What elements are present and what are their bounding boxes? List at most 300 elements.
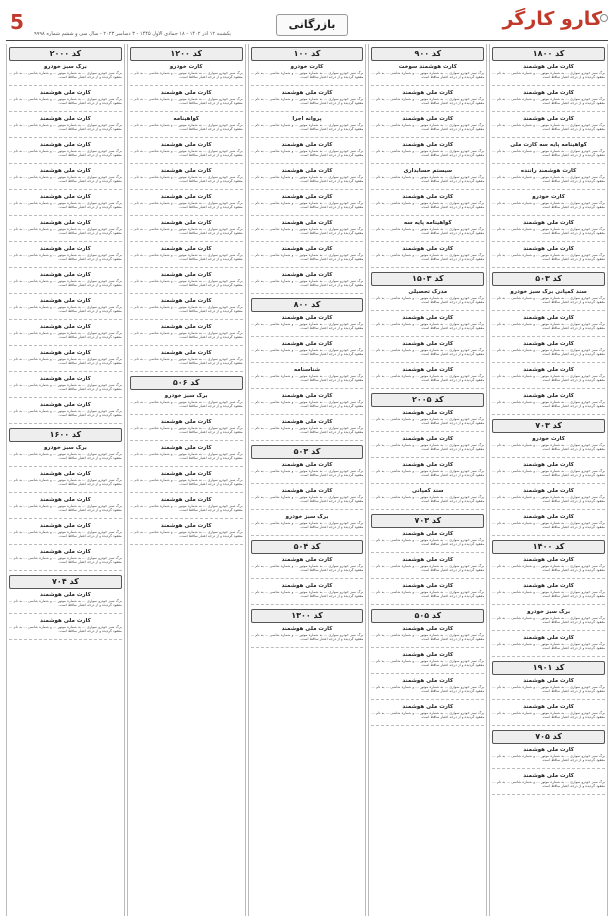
notice-body: برگ سبز خودرو سواری ... به شماره موتور ... و شماره شاسی ... به نام ... مفقود گردیده و از درجه اعتبار ساقط است. xyxy=(492,253,605,262)
notice-title: کارت ملی هوشمند xyxy=(523,462,574,468)
column xyxy=(368,44,487,916)
notice-separator xyxy=(130,518,243,519)
notice-body: برگ سبز خودرو سواری ... به شماره موتور ... و شماره شاسی ... به نام ... مفقود گردیده و از درجه اعتبار ساقط است. xyxy=(371,711,485,720)
notice-separator xyxy=(371,483,484,484)
notice-body: برگ سبز خودرو سواری ... به شماره موتور ... و شماره شاسی ... به نام ... مفقود گردیده و از درجه اعتبار ساقط است. xyxy=(129,97,243,106)
notice-separator xyxy=(492,768,605,769)
notice-separator xyxy=(251,85,364,86)
notice-title: کارت ملی هوشمند xyxy=(402,462,454,468)
notice-item xyxy=(130,324,243,346)
notice-separator xyxy=(492,794,605,795)
notice-separator xyxy=(9,241,122,242)
notice-title: کارت ملی هوشمند xyxy=(402,194,454,200)
notice-item xyxy=(371,246,484,268)
notice-title: کارت ملی هوشمند xyxy=(523,246,574,252)
notice-item xyxy=(130,497,243,519)
notice-body: برگ سبز خودرو سواری ... به شماره موتور ... و شماره شاسی ... به نام ... مفقود گردیده و از درجه اعتبار ساقط است. xyxy=(129,253,243,262)
notice-item xyxy=(9,246,122,268)
notice-title: کارت ملی هوشمند xyxy=(40,549,91,555)
notice-item xyxy=(9,618,122,640)
notice-separator xyxy=(492,630,605,631)
notice-title: کارت ملی هوشمند xyxy=(402,652,454,658)
notice-separator xyxy=(371,85,484,86)
notice-body: برگ سبز خودرو سواری ... به شماره موتور ... و شماره شاسی ... به نام ... مفقود گردیده و از درجه اعتبار ساقط است. xyxy=(371,71,485,80)
notice-item xyxy=(371,583,484,605)
notice-body: برگ سبز خودرو سواری ... به شماره موتور ... و شماره شاسی ... به نام ... مفقود گردیده و از درجه اعتبار ساقط است. xyxy=(492,443,605,452)
notice-title: کارت ملی هوشمند xyxy=(281,341,333,347)
notice-item xyxy=(9,194,122,216)
notice-separator xyxy=(130,85,243,86)
notice-item xyxy=(492,194,605,216)
notice-item xyxy=(251,272,364,294)
notice-item xyxy=(371,652,484,674)
code-header: کد ۹۰۰ xyxy=(371,47,484,61)
notice-body: برگ سبز خودرو سواری ... به شماره موتور ... و شماره شاسی ... به نام ... مفقود گردیده و از درجه اعتبار ساقط است. xyxy=(371,175,485,184)
notice-separator xyxy=(492,310,605,311)
dateline: یکشنبه ۱۲ آذر ۱۴۰۲ - ۱۸ جمادی الاول ۱۴۴۵ - ۳ دسامبر ۲۰۲۳ - سال سی و ششم شماره ۹۹۹۸ xyxy=(34,31,231,37)
notice-item xyxy=(492,773,605,795)
notice-title: مدرک تحصیلی xyxy=(408,289,448,295)
notice-item xyxy=(492,514,605,536)
notice-item xyxy=(9,298,122,320)
notice-separator xyxy=(130,137,243,138)
notice-title: کارت ملی هوشمند xyxy=(402,246,454,252)
notice-body: برگ سبز خودرو سواری ... به شماره موتور ... و شماره شاسی ... به نام ... مفقود گردیده و از درجه اعتبار ساقط است. xyxy=(492,201,605,210)
notice-title: کارت خودرو xyxy=(532,194,565,200)
notice-body: برگ سبز خودرو سواری ... به شماره موتور ... و شماره شاسی ... به نام ... مفقود گردیده و از درجه اعتبار ساقط است. xyxy=(371,123,485,132)
notice-body: برگ سبز خودرو سواری ... به شماره موتور ... و شماره شاسی ... به نام ... مفقود گردیده و از درجه اعتبار ساقط است. xyxy=(492,227,605,236)
notice-title: کارت ملی هوشمند xyxy=(40,350,91,356)
notice-body: برگ سبز خودرو سواری ... به شماره موتور ... و شماره شاسی ... به نام ... مفقود گردیده و از درجه اعتبار ساقط است. xyxy=(129,478,243,487)
notice-body: برگ سبز خودرو سواری ... به شماره موتور ... و شماره شاسی ... به نام ... مفقود گردیده و از درجه اعتبار ساقط است. xyxy=(129,227,243,236)
notice-title: کارت ملی هوشمند xyxy=(160,523,212,529)
notice-body: برگ سبز خودرو سواری ... به شماره موتور ... و شماره شاسی ... به نام ... مفقود گردیده و از درجه اعتبار ساقط است. xyxy=(371,374,485,383)
notice-item xyxy=(492,557,605,579)
notice-separator xyxy=(371,241,484,242)
notice-body: برگ سبز خودرو سواری ... به شماره موتور ... و شماره شاسی ... به نام ... مفقود گردیده و از درجه اعتبار ساقط است. xyxy=(492,400,605,409)
notice-body: برگ سبز خودرو سواری ... به شماره موتور ... و شماره شاسی ... به نام ... مفقود گردیده و از درجه اعتبار ساقط است. xyxy=(9,253,122,262)
notice-item xyxy=(371,410,484,432)
notice-title: کارت ملی هوشمند xyxy=(160,298,212,304)
notice-item xyxy=(9,272,122,294)
notice-separator xyxy=(251,647,364,648)
notice-item xyxy=(492,64,605,86)
notice-title: کارت ملی هوشمند xyxy=(40,402,91,408)
notice-title: کارت ملی هوشمند xyxy=(160,90,212,96)
code-header: کد ۸۰۰ xyxy=(251,298,364,312)
notice-separator xyxy=(9,215,122,216)
notice-separator xyxy=(371,336,484,337)
notice-title: کارت ملی هوشمند xyxy=(523,488,574,494)
notice-title: کارت ملی هوشمند xyxy=(40,298,91,304)
notice-item xyxy=(371,341,484,363)
notice-separator xyxy=(492,725,605,726)
notice-body: برگ سبز خودرو سواری ... به شماره موتور ... و شماره شاسی ... به نام ... مفقود گردیده و از درجه اعتبار ساقط است. xyxy=(250,633,364,642)
notice-separator xyxy=(251,483,364,484)
notice-item xyxy=(371,289,484,311)
notice-body: برگ سبز خودرو سواری ... به شماره موتور ... و شماره شاسی ... به نام ... مفقود گردیده و از درجه اعتبار ساقط است. xyxy=(371,253,485,262)
notice-body: برگ سبز خودرو سواری ... به شماره موتور ... و شماره شاسی ... به نام ... مفقود گردیده و از درجه اعتبار ساقط است. xyxy=(250,348,364,357)
notice-title: کارت ملی هوشمند xyxy=(281,194,333,200)
notice-item xyxy=(492,116,605,138)
notice-title: سند کمپانی xyxy=(412,488,444,494)
notice-body: برگ سبز خودرو سواری ... به شماره موتور ... و شماره شاسی ... به نام ... مفقود گردیده و از درجه اعتبار ساقط است. xyxy=(9,504,122,513)
notice-item xyxy=(492,436,605,458)
code-header: کد ۵۰۳ xyxy=(251,445,364,459)
notice-separator xyxy=(9,137,122,138)
notice-title: کارت ملی هوشمند xyxy=(402,557,454,563)
notice-body: برگ سبز خودرو سواری ... به شماره موتور ... و شماره شاسی ... به نام ... مفقود گردیده و از درجه اعتبار ساقط است. xyxy=(129,71,243,80)
notice-item xyxy=(251,315,364,337)
notice-item xyxy=(371,436,484,458)
notice-body: برگ سبز خودرو سواری ... به شماره موتور ... و شماره شاسی ... به نام ... مفقود گردیده و از درجه اعتبار ساقط است. xyxy=(250,590,364,599)
notice-separator xyxy=(251,388,364,389)
notice-title: کارت ملی هوشمند xyxy=(523,678,574,684)
notice-body: برگ سبز خودرو سواری ... به شماره موتور ... و شماره شاسی ... به نام ... مفقود گردیده و از درجه اعتبار ساقط است. xyxy=(129,504,243,513)
code-header: کد ۱۹۰۱ xyxy=(492,661,605,675)
notice-title: کارت ملی هوشمند xyxy=(523,341,574,347)
code-header: کد ۲۰۰۵ xyxy=(371,393,484,407)
notice-body: برگ سبز خودرو سواری ... به شماره موتور ... و شماره شاسی ... به نام ... مفقود گردیده و از درجه اعتبار ساقط است. xyxy=(492,780,605,789)
notice-separator xyxy=(492,699,605,700)
notice-item xyxy=(371,557,484,579)
notice-body: برگ سبز خودرو سواری ... به شماره موتور ... و شماره شاسی ... به نام ... مفقود گردیده و از درجه اعتبار ساقط است. xyxy=(371,443,485,452)
notice-separator xyxy=(9,111,122,112)
notice-item xyxy=(9,445,122,467)
notice-title: کارت ملی هوشمند xyxy=(402,142,454,148)
notice-title: کارت ملی هوشمند xyxy=(402,315,454,321)
notice-title: کارت ملی هوشمند xyxy=(40,592,91,598)
notice-item xyxy=(492,609,605,631)
notice-separator xyxy=(251,111,364,112)
notice-title: کارت ملی هوشمند xyxy=(523,747,574,753)
notice-title: کارت ملی هوشمند xyxy=(523,704,574,710)
notice-body: برگ سبز خودرو سواری ... به شماره موتور ... و شماره شاسی ... به نام ... مفقود گردیده و از درجه اعتبار ساقط است. xyxy=(371,149,485,158)
notice-separator xyxy=(9,293,122,294)
notice-item xyxy=(9,523,122,545)
notice-separator xyxy=(371,310,484,311)
code-header: کد ۱۳۰۰ xyxy=(251,609,364,623)
notice-body: برگ سبز خودرو سواری ... به شماره موتور ... و شماره شاسی ... به نام ... مفقود گردیده و از درجه اعتبار ساقط است. xyxy=(492,642,605,651)
code-header: کد ۵۰۶ xyxy=(130,376,243,390)
code-header: کد ۷۰۳ xyxy=(371,514,484,528)
notice-item xyxy=(492,488,605,510)
notice-item xyxy=(130,220,243,242)
notice-item xyxy=(9,471,122,493)
notice-body: برگ سبز خودرو سواری ... به شماره موتور ... و شماره شاسی ... به نام ... مفقود گردیده و از درجه اعتبار ساقط است. xyxy=(129,201,243,210)
notice-title: کارت ملی هوشمند xyxy=(40,142,91,148)
notice-title: کارت ملی هوشمند xyxy=(402,436,454,442)
notice-separator xyxy=(371,215,484,216)
notice-body: برگ سبز خودرو سواری ... به شماره موتور ... و شماره شاسی ... به نام ... مفقود گردیده و از درجه اعتبار ساقط است. xyxy=(250,495,364,504)
notice-item xyxy=(130,272,243,294)
notice-separator xyxy=(371,699,484,700)
notice-separator xyxy=(130,544,243,545)
notice-item xyxy=(9,549,122,571)
code-header: کد ۱۰۰ xyxy=(251,47,364,61)
notice-separator xyxy=(492,111,605,112)
notice-body: برگ سبز خودرو سواری ... به شماره موتور ... و شماره شاسی ... به نام ... مفقود گردیده و از درجه اعتبار ساقط است. xyxy=(9,201,122,210)
notice-item xyxy=(371,704,484,726)
notice-title: برگ سبز خودرو xyxy=(527,609,571,615)
notice-separator xyxy=(371,552,484,553)
notice-separator xyxy=(492,241,605,242)
notice-item xyxy=(492,90,605,112)
notice-item xyxy=(251,64,364,86)
notice-title: کارت ملی هوشمند xyxy=(40,90,91,96)
notice-separator xyxy=(371,137,484,138)
notice-body: برگ سبز خودرو سواری ... به شماره موتور ... و شماره شاسی ... به نام ... مفقود گردیده و از درجه اعتبار ساقط است. xyxy=(9,227,122,236)
column xyxy=(248,44,367,916)
notice-body: برگ سبز خودرو سواری ... به شماره موتور ... و شماره شاسی ... به نام ... مفقود گردیده و از درجه اعتبار ساقط است. xyxy=(492,296,605,305)
notice-item xyxy=(371,116,484,138)
notice-item xyxy=(371,194,484,216)
notice-item xyxy=(251,367,364,389)
notice-separator xyxy=(492,604,605,605)
notice-body: برگ سبز خودرو سواری ... به شماره موتور ... و شماره شاسی ... به نام ... مفقود گردیده و از درجه اعتبار ساقط است. xyxy=(9,149,122,158)
notice-separator xyxy=(251,414,364,415)
notice-separator xyxy=(9,570,122,571)
notice-body: برگ سبز خودرو سواری ... به شماره موتور ... و شماره شاسی ... به نام ... مفقود گردیده و از درجه اعتبار ساقط است. xyxy=(9,97,122,106)
notice-title: کارت ملی هوشمند xyxy=(523,514,574,520)
notice-separator xyxy=(492,163,605,164)
notice-body: برگ سبز خودرو سواری ... به شماره موتور ... و شماره شاسی ... به نام ... مفقود گردیده و از درجه اعتبار ساقط است. xyxy=(492,754,605,763)
notice-item xyxy=(251,220,364,242)
code-header: کد ۵۰۳ xyxy=(492,272,605,286)
notice-title: کارت ملی هوشمند xyxy=(160,194,212,200)
notice-title: کارت ملی هوشمند xyxy=(281,583,333,589)
notice-separator xyxy=(371,111,484,112)
notice-body: برگ سبز خودرو سواری ... به شماره موتور ... و شماره شاسی ... به نام ... مفقود گردیده و از درجه اعتبار ساقط است. xyxy=(129,305,243,314)
notice-separator xyxy=(130,466,243,467)
notice-body: برگ سبز خودرو سواری ... به شماره موتور ... و شماره شاسی ... به نام ... مفقود گردیده و از درجه اعتبار ساقط است. xyxy=(250,374,364,383)
notice-title: گواهینامه xyxy=(173,116,200,122)
notice-separator xyxy=(130,371,243,372)
notice-item xyxy=(371,315,484,337)
notice-title: کارت ملی هوشمند xyxy=(281,557,333,563)
notice-body: برگ سبز خودرو سواری ... به شماره موتور ... و شماره شاسی ... به نام ... مفقود گردیده و از درجه اعتبار ساقط است. xyxy=(492,564,605,573)
notice-body: برگ سبز خودرو سواری ... به شماره موتور ... و شماره شاسی ... به نام ... مفقود گردیده و از درجه اعتبار ساقط است. xyxy=(9,175,122,184)
notice-separator xyxy=(371,604,484,605)
notice-separator xyxy=(9,423,122,424)
notice-body: برگ سبز خودرو سواری ... به شماره موتور ... و شماره شاسی ... به نام ... مفقود گردیده و از درجه اعتبار ساقط است. xyxy=(9,530,122,539)
notice-separator xyxy=(492,336,605,337)
notice-title: پروانه اجرا xyxy=(292,116,322,122)
notice-item xyxy=(371,220,484,242)
section-title: بازرگانی xyxy=(276,14,348,36)
notice-title: کارت ملی هوشمند xyxy=(281,462,333,468)
notice-separator xyxy=(251,267,364,268)
notice-title: برگ سبز خودرو xyxy=(285,514,329,520)
notice-separator xyxy=(492,267,605,268)
notice-separator xyxy=(9,319,122,320)
notice-body: برگ سبز خودرو سواری ... به شماره موتور ... و شماره شاسی ... به نام ... مفقود گردیده و از درجه اعتبار ساقط است. xyxy=(250,400,364,409)
notice-body: برگ سبز خودرو سواری ... به شماره موتور ... و شماره شاسی ... به نام ... مفقود گردیده و از درجه اعتبار ساقط است. xyxy=(371,296,485,305)
notice-separator xyxy=(371,647,484,648)
notice-title: کارت ملی هوشمند xyxy=(523,393,574,399)
notice-item xyxy=(9,592,122,614)
notice-title: کارت ملی هوشمند xyxy=(40,471,91,477)
notice-separator xyxy=(9,163,122,164)
notice-title: کارت ملی هوشمند xyxy=(402,341,454,347)
notice-separator xyxy=(371,362,484,363)
notice-title: گواهینامه پایه سه کارت ملی xyxy=(510,142,587,148)
code-header: کد ۷۰۴ xyxy=(9,575,122,589)
column xyxy=(6,44,125,916)
notice-separator xyxy=(492,535,605,536)
notice-item xyxy=(371,531,484,553)
notice-title: کارت ملی هوشمند xyxy=(281,488,333,494)
notice-title: کارت ملی هوشمند xyxy=(160,350,212,356)
code-header: کد ۱۴۰۰ xyxy=(492,540,605,554)
notice-body: برگ سبز خودرو سواری ... به شماره موتور ... و شماره شاسی ... به نام ... مفقود گردیده و از درجه اعتبار ساقط است. xyxy=(492,123,605,132)
notice-body: برگ سبز خودرو سواری ... به شماره موتور ... و شماره شاسی ... به نام ... مفقود گردیده و از درجه اعتبار ساقط است. xyxy=(129,452,243,461)
notice-body: برگ سبز خودرو سواری ... به شماره موتور ... و شماره شاسی ... به نام ... مفقود گردیده و از درجه اعتبار ساقط است. xyxy=(250,521,364,530)
notice-title: برگ سبز خودرو xyxy=(164,393,208,399)
notice-item xyxy=(492,142,605,164)
notice-body: برگ سبز خودرو سواری ... به شماره موتور ... و شماره شاسی ... به نام ... مفقود گردیده و از درجه اعتبار ساقط است. xyxy=(9,556,122,565)
notice-separator xyxy=(371,509,484,510)
notice-title: کارت ملی هوشمند xyxy=(523,773,574,779)
notice-body: برگ سبز خودرو سواری ... به شماره موتور ... و شماره شاسی ... به نام ... مفقود گردیده و از درجه اعتبار ساقط است. xyxy=(371,417,485,426)
notice-separator xyxy=(251,509,364,510)
notice-body: برگ سبز خودرو سواری ... به شماره موتور ... و شماره شاسی ... به نام ... مفقود گردیده و از درجه اعتبار ساقط است. xyxy=(250,97,364,106)
notice-body: برگ سبز خودرو سواری ... به شماره موتور ... و شماره شاسی ... به نام ... مفقود گردیده و از درجه اعتبار ساقط است. xyxy=(371,659,485,668)
code-header: کد ۱۲۰۰ xyxy=(130,47,243,61)
notice-separator xyxy=(9,639,122,640)
notice-separator xyxy=(9,466,122,467)
notice-separator xyxy=(9,345,122,346)
notice-title: کارت ملی هوشمند xyxy=(160,497,212,503)
notice-item xyxy=(251,90,364,112)
notice-title: کارت ملی هوشمند xyxy=(402,531,454,537)
notice-title: کارت ملی هوشمند xyxy=(160,168,212,174)
notice-title: کارت ملی هوشمند xyxy=(402,583,454,589)
notice-body: برگ سبز خودرو سواری ... به شماره موتور ... و شماره شاسی ... به نام ... مفقود گردیده و از درجه اعتبار ساقط است. xyxy=(492,175,605,184)
notice-item xyxy=(492,168,605,190)
notice-body: برگ سبز خودرو سواری ... به شماره موتور ... و شماره شاسی ... به نام ... مفقود گردیده و از درجه اعتبار ساقط است. xyxy=(250,201,364,210)
notice-separator xyxy=(371,725,484,726)
notice-title: سند کمپانی برگ سبز خودرو xyxy=(510,289,587,295)
notice-item xyxy=(130,246,243,268)
notice-body: برگ سبز خودرو سواری ... به شماره موتور ... و شماره شاسی ... به نام ... مفقود گردیده و از درجه اعتبار ساقط است. xyxy=(9,71,122,80)
notice-title: کارت ملی هوشمند xyxy=(402,410,454,416)
code-header: کد ۱۶۰۰ xyxy=(9,428,122,442)
notice-separator xyxy=(251,293,364,294)
notice-body: برگ سبز خودرو سواری ... به شماره موتور ... و شماره شاسی ... به نام ... مفقود گردیده و از درجه اعتبار ساقط است. xyxy=(492,711,605,720)
notice-separator xyxy=(492,656,605,657)
code-header: کد ۱۸۰۰ xyxy=(492,47,605,61)
notice-item xyxy=(130,168,243,190)
notice-item xyxy=(251,626,364,648)
notice-item xyxy=(130,350,243,372)
notice-title: کارت ملی هوشمند xyxy=(160,142,212,148)
notice-item xyxy=(9,324,122,346)
notice-separator xyxy=(130,267,243,268)
notice-item xyxy=(371,488,484,510)
notice-title: کارت ملی هوشمند xyxy=(281,393,333,399)
notice-item xyxy=(130,116,243,138)
notice-item xyxy=(371,367,484,389)
notice-body: برگ سبز خودرو سواری ... به شماره موتور ... و شماره شاسی ... به نام ... مفقود گردیده و از درجه اعتبار ساقط است. xyxy=(371,538,485,547)
notice-item xyxy=(371,64,484,86)
notice-title: کارت ملی هوشمند xyxy=(281,315,333,321)
notice-item xyxy=(251,462,364,484)
notice-separator xyxy=(251,578,364,579)
notice-separator xyxy=(251,241,364,242)
notice-item xyxy=(492,462,605,484)
notice-body: برگ سبز خودرو سواری ... به شماره موتور ... و شماره شاسی ... به نام ... مفقود گردیده و از درجه اعتبار ساقط است. xyxy=(250,175,364,184)
notice-separator xyxy=(9,267,122,268)
notice-separator xyxy=(251,163,364,164)
notice-title: کارت ملی هوشمند xyxy=(160,272,212,278)
page-number: 5 xyxy=(10,10,24,34)
notice-title: کارت ملی هوشمند xyxy=(40,272,91,278)
notice-separator xyxy=(251,604,364,605)
notice-item xyxy=(251,116,364,138)
code-header: کد ۷۰۳ xyxy=(492,419,605,433)
notice-separator xyxy=(9,492,122,493)
notice-body: برگ سبز خودرو سواری ... به شماره موتور ... و شماره شاسی ... به نام ... مفقود گردیده و از درجه اعتبار ساقط است. xyxy=(371,348,485,357)
notice-body: برگ سبز خودرو سواری ... به شماره موتور ... و شماره شاسی ... به نام ... مفقود گردیده و از درجه اعتبار ساقط است. xyxy=(492,616,605,625)
notice-item xyxy=(130,419,243,441)
notice-body: برگ سبز خودرو سواری ... به شماره موتور ... و شماره شاسی ... به نام ... مفقود گردیده و از درجه اعتبار ساقط است. xyxy=(492,495,605,504)
notice-item xyxy=(371,90,484,112)
notice-separator xyxy=(371,267,484,268)
notice-title: کارت ملی هوشمند xyxy=(402,678,454,684)
notice-body: برگ سبز خودرو سواری ... به شماره موتور ... و شماره شاسی ... به نام ... مفقود گردیده و از درجه اعتبار ساقط است. xyxy=(371,227,485,236)
notice-separator xyxy=(130,293,243,294)
notice-item xyxy=(9,64,122,86)
notice-item xyxy=(492,246,605,268)
notice-title: کارت هوشمند سوخت xyxy=(398,64,457,70)
notice-item xyxy=(492,583,605,605)
notice-title: کارت ملی هوشمند xyxy=(523,583,574,589)
header-divider xyxy=(6,40,608,41)
notice-title: کارت خودرو xyxy=(290,64,324,70)
notice-separator xyxy=(251,189,364,190)
notice-separator xyxy=(130,189,243,190)
notice-title: سیستم حسابداری xyxy=(403,168,453,174)
notice-title: کارت ملی هوشمند xyxy=(523,367,574,373)
notice-item xyxy=(9,350,122,372)
notice-separator xyxy=(492,189,605,190)
notice-body: برگ سبز خودرو سواری ... به شماره موتور ... و شماره شاسی ... به نام ... مفقود گردیده و از درجه اعتبار ساقط است. xyxy=(492,469,605,478)
notice-title: کارت ملی هوشمند xyxy=(402,704,454,710)
notice-separator xyxy=(492,578,605,579)
notice-body: برگ سبز خودرو سواری ... به شماره موتور ... و شماره شاسی ... به نام ... مفقود گردیده و از درجه اعتبار ساقط است. xyxy=(250,123,364,132)
notice-body: برگ سبز خودرو سواری ... به شماره موتور ... و شماره شاسی ... به نام ... مفقود گردیده و از درجه اعتبار ساقط است. xyxy=(9,305,122,314)
notice-title: کارت ملی هوشمند xyxy=(402,116,454,122)
notice-separator xyxy=(130,241,243,242)
notice-title: کارت خودرو xyxy=(169,64,203,70)
notice-separator xyxy=(371,578,484,579)
notice-title: کارت ملی هوشمند xyxy=(523,635,574,641)
notice-body: برگ سبز خودرو سواری ... به شماره موتور ... و شماره شاسی ... به نام ... مفقود گردیده و از درجه اعتبار ساقط است. xyxy=(371,201,485,210)
notice-body: برگ سبز خودرو سواری ... به شماره موتور ... و شماره شاسی ... به نام ... مفقود گردیده و از درجه اعتبار ساقط است. xyxy=(129,426,243,435)
notice-separator xyxy=(9,189,122,190)
notice-title: کارت ملی هوشمند xyxy=(160,246,212,252)
notice-separator xyxy=(9,613,122,614)
notice-separator xyxy=(492,362,605,363)
notice-body: برگ سبز خودرو سواری ... به شماره موتور ... و شماره شاسی ... به نام ... مفقود گردیده و از درجه اعتبار ساقط است. xyxy=(492,374,605,383)
code-header: کد ۵۰۵ xyxy=(371,609,484,623)
notice-item xyxy=(492,393,605,415)
notice-title: کارت ملی هوشمند xyxy=(402,626,454,632)
notice-title: برگ سبز خودرو xyxy=(43,445,87,451)
notice-title: کارت ملی هوشمند xyxy=(40,116,91,122)
notice-item xyxy=(130,471,243,493)
